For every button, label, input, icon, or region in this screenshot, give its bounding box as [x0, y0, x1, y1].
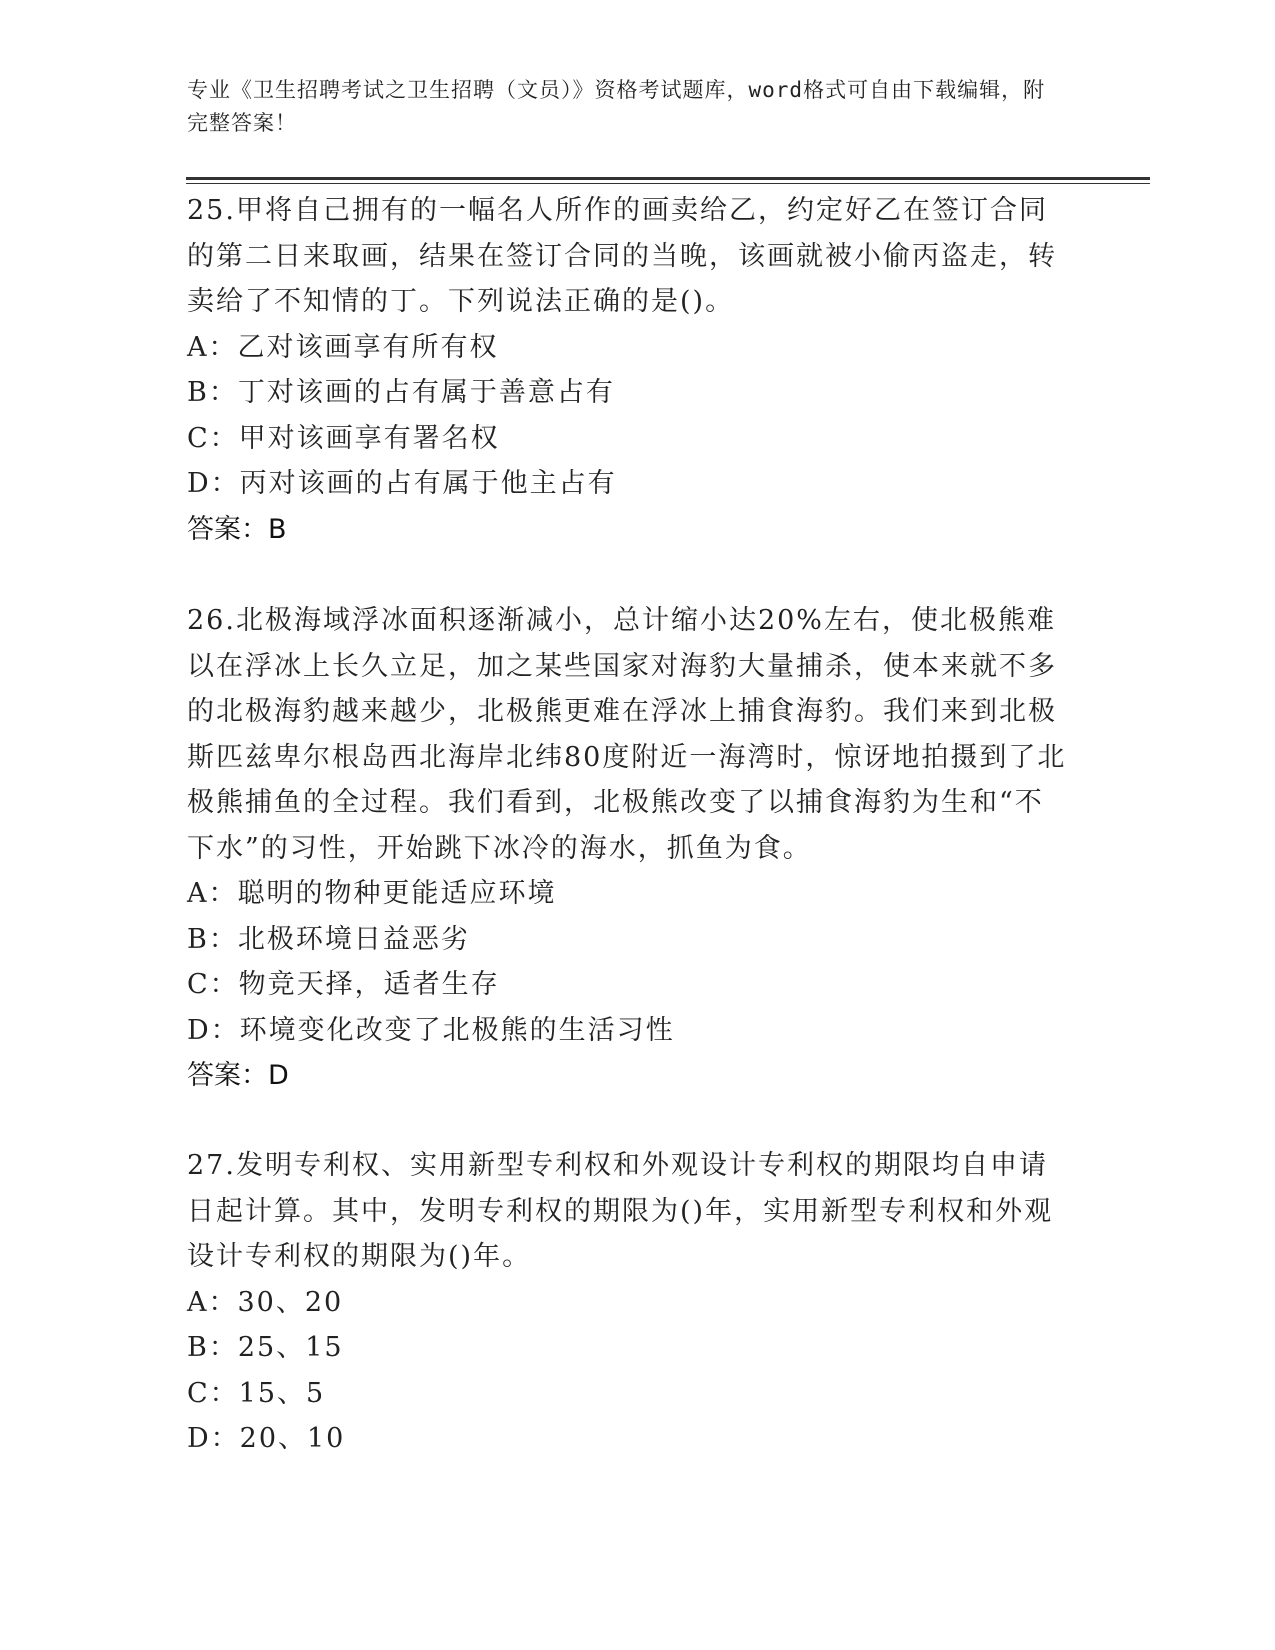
option-d: D：20、10	[187, 1423, 346, 1454]
option-c: C：15、5	[187, 1377, 326, 1409]
option-a: A：30、20	[187, 1286, 344, 1318]
option-b: B：25、15	[187, 1332, 344, 1363]
question-stem: 26.北极海域浮冰面积逐渐减小，总计缩小达20%左右，使北极熊难以在浮冰上长久立足，加之某些国家对海豹大量捕杀，使本来就不多的北极海豹越来越少，北极熊更难在浮冰上捕食海豹。我们来到北极斯匹兹卑尔根岛西北海岸北纬80度附近一海湾时，惊讶地拍摄到了北极熊捕鱼的全过程。我们看到，北极熊改变了以捕食海豹为生和“不下水”的习性，开始跳下冰冷的海水，抓鱼为食。	[187, 605, 1067, 864]
option-a: A：聪明的物种更能适应环境	[187, 878, 557, 909]
question-25	[187, 188, 1067, 552]
header-divider-thin	[186, 183, 1150, 184]
option-b: B：北极环境日益恶劣	[187, 923, 470, 955]
option-c: C：甲对该画享有署名权	[187, 422, 500, 454]
option-b: B：丁对该画的占有属于善意占有	[187, 377, 615, 408]
option-c: C：物竞天择，适者生存	[187, 969, 500, 1000]
question-stem: 27.发明专利权、实用新型专利权和外观设计专利权的期限均自申请日起计算。其中，发明专利权的期限为()年，实用新型专利权和外观设计专利权的期限为()年。	[187, 1150, 1054, 1272]
question-27	[187, 1143, 1067, 1462]
question-stem: 25.甲将自己拥有的一幅名人所作的画卖给乙，约定好乙在签订合同的第二日来取画，结果在签订合同的当晚，该画就被小偷丙盗走，转卖给了不知情的丁。下列说法正确的是()。	[187, 195, 1057, 317]
answer-label: 答案：D	[187, 1060, 289, 1091]
answer-label: 答案：B	[187, 513, 287, 545]
option-a: A：乙对该画享有所有权	[187, 331, 499, 363]
option-d: D：丙对该画的占有属于他主占有	[187, 468, 617, 499]
header-divider-thick	[186, 177, 1150, 180]
option-d: D：环境变化改变了北极熊的生活习性	[187, 1014, 675, 1046]
header-note: 专业《卫生招聘考试之卫生招聘（文员）》资格考试题库，word格式可自由下载编辑，附完整答案！	[187, 78, 1046, 135]
question-26	[187, 598, 1067, 1099]
